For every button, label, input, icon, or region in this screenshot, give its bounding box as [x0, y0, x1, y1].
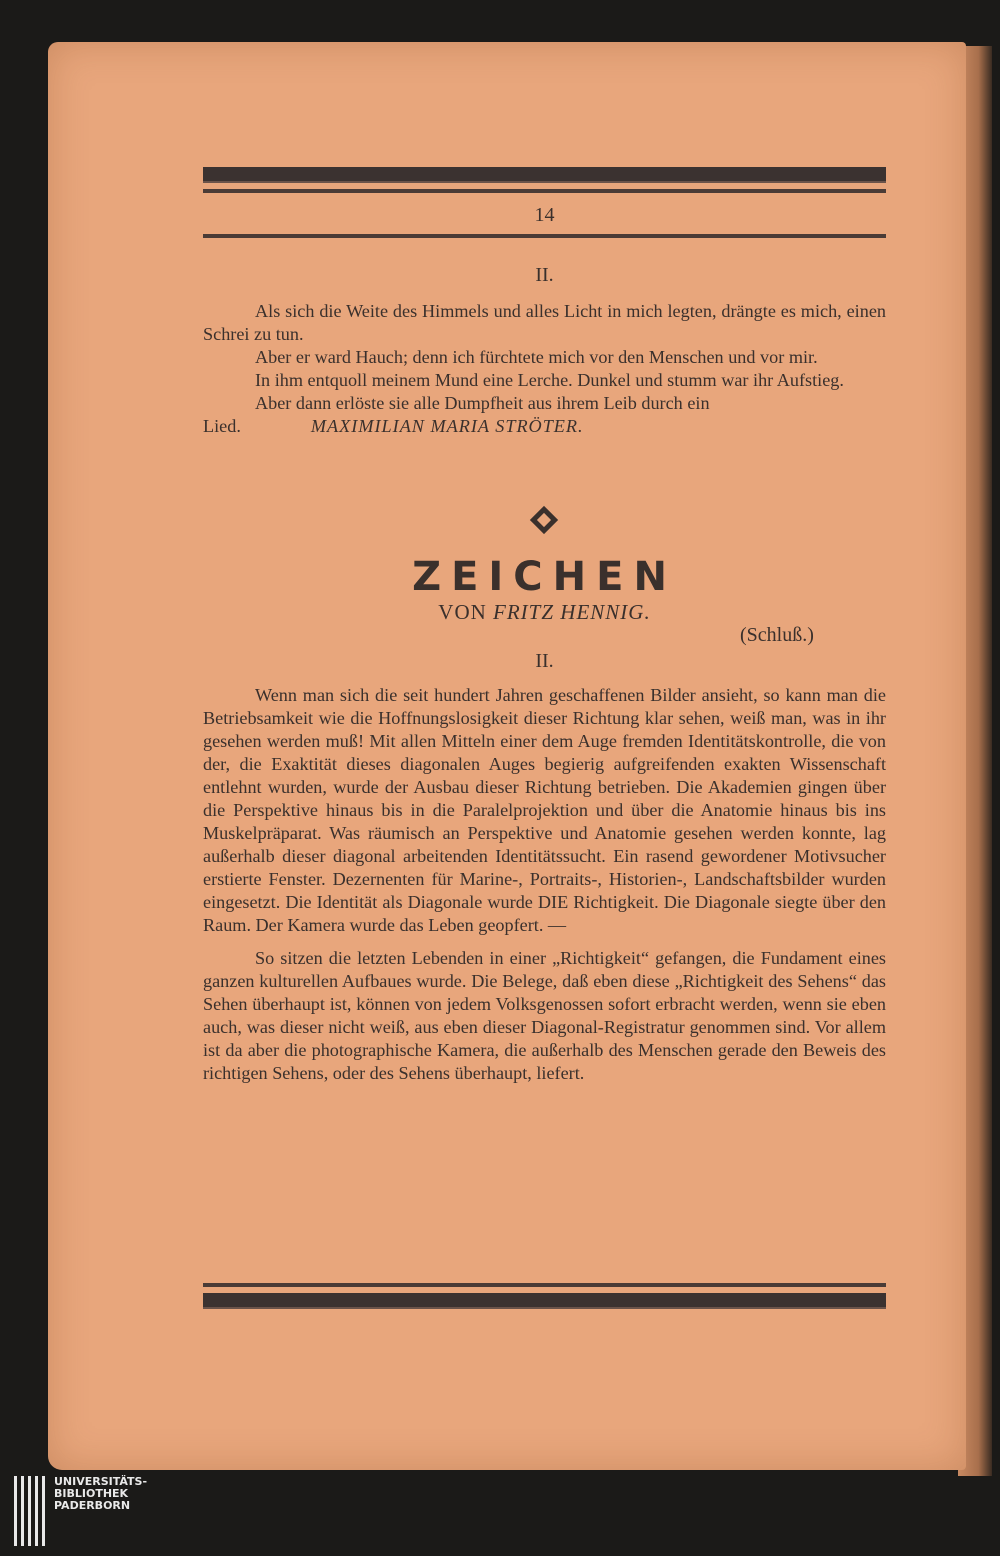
byline [203, 600, 886, 625]
top-rule [203, 167, 886, 181]
article-title: ZEICHEN [412, 554, 677, 600]
poem-line-2: Aber er ward Hauch; denn ich fürchtete mich vor den Menschen und vor mir. [255, 347, 818, 367]
footer-rule [203, 1293, 886, 1307]
footer-thin-rule [203, 1283, 886, 1287]
paragraph-2: So sitzen die letzten Lebenden in einer „Richtigkeit“ gefangen, die Fundament eines ganzen kulturellen Aufbaues wurde. Die Belege, daß eben diese „Richtigkeit des Sehens“ das Sehen überhaupt ist, können von jedem Volksgenossen sofort erbracht werden, wenn sie eben auch, was dieser nicht weiß, aus eben dieser Diagonal-Registratur genommen sind. Vor allem ist da aber die photographische Kamera, die außerhalb des Menschen gerade den Beweis des richtigen Sehens, oder des Sehens überhaupt, liefert. [203, 948, 886, 1083]
poem-line-1: Als sich die Weite des Himmels und alles Licht in mich legten, drängte es mich, einen Schrei zu tun. [203, 301, 886, 344]
page-number: 14 [534, 204, 555, 226]
paragraph-1: Wenn man sich die seit hundert Jahren geschaffenen Bilder ansieht, so kann man die Betriebsamkeit wie die Hoffnungslosigkeit dieser Richtung klar sehen, weiß man, was in ihr gesehen werden muß! Mit allen Mitteln einer dem Auge fremden Identitätskontrolle, die von der, die Exaktität dieses diagonalen Auges begierig aufgreifenden exakten Wissenschaft entlehnt wurden, wurde der Ausbau dieser Richtung betrieben. Die Akademien gingen über die Perspektive hinaus bis in die Paralelprojektion und über die Anatomie hinaus bis ins Muskelpräparat. Was räumisch an Perspektive und Anatomie gesehen werden konnte, lag außerhalb dieser diagonal arbeitenden Identitätssucht. Ein rasend gewordener Motivsucher erstierte Fenster. Dezernenten für Marine-, Portraits-, Historien-, Landschaftsbilder wurden eingesetzt. Die Identität als Diagonale wurde DIE Richtigkeit. Die Diagonale siegte über den Raum. Der Kamera wurde das Leben geopfert. — [203, 685, 886, 935]
article-body [203, 684, 886, 1085]
byline-prefix: VON [438, 600, 487, 624]
library-logo-icon [14, 1476, 44, 1546]
library-logo-text: UNIVERSITÄTS- BIBLIOTHEK PADERBORN [54, 1475, 148, 1512]
poem-line-4: Aber dann erlöste sie alle Dumpfheit aus ihrem Leib durch ein Lied. MAXIMILIAN MARIA STRÖTER. [203, 393, 710, 436]
byline-author: FRITZ HENNIG. [493, 600, 651, 624]
poem [203, 300, 886, 438]
top-thin-rule [203, 189, 886, 193]
poem-author: MAXIMILIAN MARIA STRÖTER. [310, 416, 584, 436]
section-heading-2: II. [535, 650, 554, 672]
continuation-note: (Schluß.) [740, 624, 814, 646]
poem-line-3: In ihm entquoll meinem Mund eine Lerche. Dunkel und stumm war ihr Aufstieg. [255, 370, 844, 390]
header-bottom-rule [203, 234, 886, 238]
section-heading-1: II. [535, 264, 554, 286]
